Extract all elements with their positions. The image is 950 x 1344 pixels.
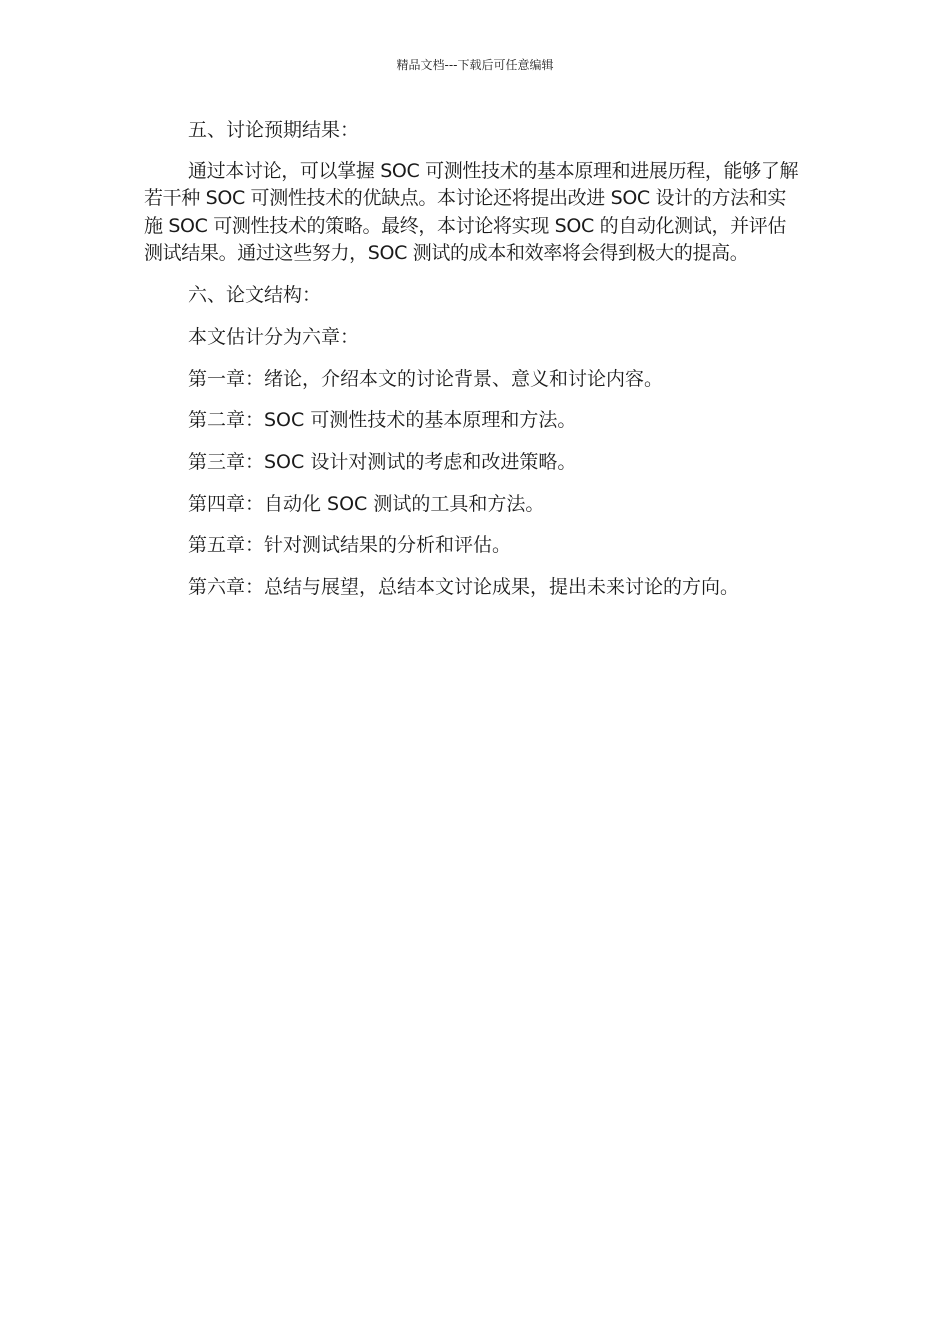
chapter-item: 第五章：针对测试结果的分析和评估。 [188, 534, 512, 557]
document-body [144, 116, 804, 614]
section-heading-expected-results: 五、讨论预期结果： [188, 119, 360, 141]
chapter-item: 第二章：SOC 可测性技术的基本原理和方法。 [188, 409, 577, 432]
chapter-item: 第一章：绪论，介绍本文的讨论背景、意义和讨论内容。 [188, 367, 664, 390]
page-header: 精品文档---下载后可任意编辑 [396, 58, 554, 72]
expected-results-paragraph: 通过本讨论，可以掌握 SOC 可测性技术的基本原理和进展历程，能够了解若干种 SOC 可测性技术的优缺点。本讨论还将提出改进 SOC 设计的方法和实施 SOC 可测性技术的策略。最终，本讨论将实现 SOC 的自动化测试，并评估测试结果。通过这些努力，SOC 测试的成本和效率将会得到极大的提高。 [144, 160, 799, 264]
chapter-item: 第六章：总结与展望，总结本文讨论成果，提出未来讨论的方向。 [188, 575, 740, 598]
chapter-item: 第三章：SOC 设计对测试的考虑和改进策略。 [188, 450, 577, 473]
structure-intro: 本文估计分为六章： [188, 326, 360, 349]
section-heading-paper-structure: 六、论文结构： [188, 284, 322, 307]
chapter-item: 第四章：自动化 SOC 测试的工具和方法。 [188, 492, 545, 515]
